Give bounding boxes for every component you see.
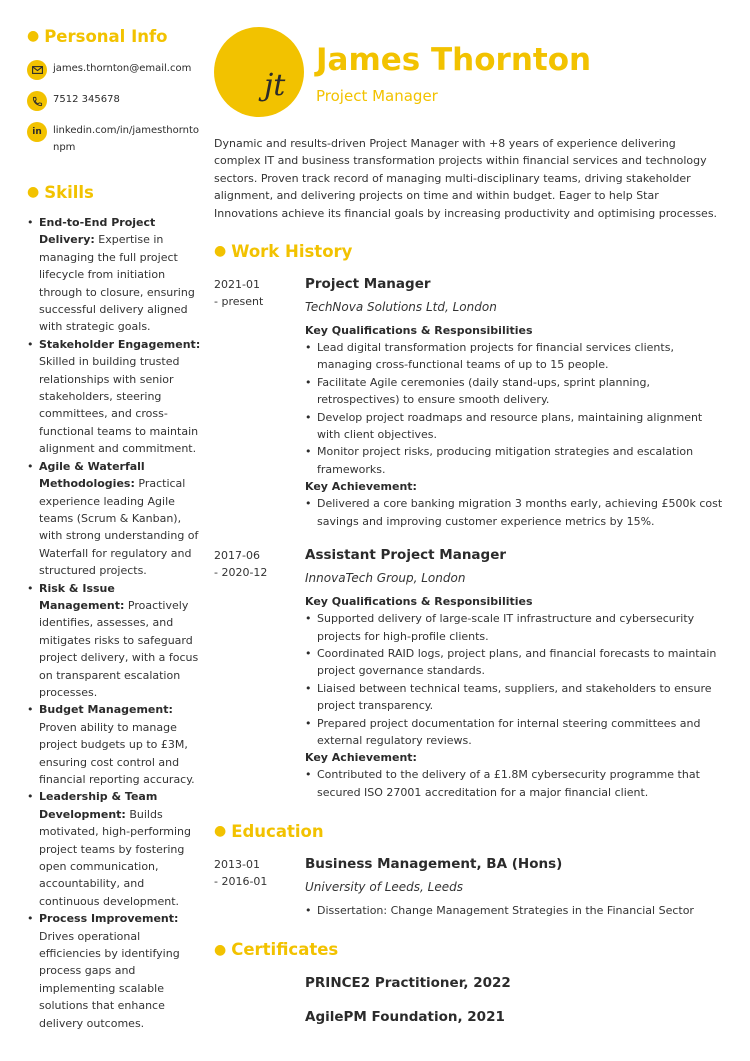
- candidate-title: Project Manager: [316, 87, 438, 105]
- list-item: • Lead digital transformation projects for financial services clients, managing cross-functional teams of up to 15 people.: [305, 339, 724, 374]
- job-entry: [214, 546, 724, 801]
- education-entry: [214, 855, 724, 919]
- school: University of Leeds, Leeds: [305, 880, 463, 895]
- list-item: • Coordinated RAID logs, project plans, and financial forecasts to maintain project governance standards.: [305, 645, 724, 680]
- contact-phone[interactable]: 7512 345678: [27, 91, 202, 111]
- job-dates: 2021-01 - present: [214, 278, 264, 309]
- list-item: • Dissertation: Change Management Strategies in the Financial Sector: [305, 902, 724, 919]
- list-item: • Liaised between technical teams, suppliers, and stakeholders to ensure project transparency.: [305, 680, 724, 715]
- certificates-heading: ● Certificates: [214, 940, 339, 960]
- skill-item: • Leadership & Team Development: Builds motivated, high-performing project teams by fostering open communication, accountability, and continuous development.: [27, 788, 202, 910]
- linkedin-icon: in: [27, 122, 47, 142]
- job-role: Project Manager: [305, 276, 431, 293]
- certificate-item: AgilePM Foundation, 2021: [305, 1008, 505, 1025]
- skill-item: • Agile & Waterfall Methodologies: Practical experience leading Agile teams (Scrum & Kanban), with strong understanding of Waterfall for regulatory and structured projects.: [27, 458, 202, 580]
- skills-heading: ● Skills: [27, 182, 94, 202]
- phone-icon: [27, 91, 47, 111]
- responsibilities-heading: Key Qualifications & Responsibilities: [305, 595, 533, 609]
- left-column: [27, 24, 202, 1032]
- job-dates: 2017-06 - 2020-12: [214, 549, 268, 580]
- achievements-list: [305, 495, 724, 530]
- contact-email[interactable]: james.thornton@email.com: [27, 60, 202, 80]
- responsibilities-list: [305, 339, 724, 478]
- skill-item: • Process Improvement: Drives operational efficiencies by identifying process gaps and implementing scalable solutions that enhance delivery outcomes.: [27, 910, 202, 1032]
- contact-linkedin[interactable]: in linkedin.com/in/jamesthornto npm: [27, 122, 202, 156]
- monogram-circle: [214, 27, 304, 117]
- monogram-initials: jt: [264, 68, 286, 103]
- list-item: • Facilitate Agile ceremonies (daily stand-ups, sprint planning, retrospectives) to ensure smooth delivery.: [305, 374, 724, 409]
- education-heading: ● Education: [214, 821, 324, 841]
- list-item: • Develop project roadmaps and resource plans, maintaining alignment with client objectives.: [305, 409, 724, 444]
- list-item: • Supported delivery of large-scale IT infrastructure and cybersecurity projects for high-profile clients.: [305, 610, 724, 645]
- job-role: Assistant Project Manager: [305, 547, 507, 564]
- education-details: [305, 902, 724, 919]
- contact-list: [27, 60, 202, 156]
- job-company: TechNova Solutions Ltd, London: [305, 300, 497, 315]
- skill-item: • Stakeholder Engagement: Skilled in building trusted relationships with senior stakeholders, steering committees, and cross-functional teams to maintain alignment and commitment.: [27, 336, 202, 458]
- certificate-item: PRINCE2 Practitioner, 2022: [305, 974, 511, 991]
- mail-icon: [27, 60, 47, 80]
- skill-item: • Risk & Issue Management: Proactively identifies, assesses, and mitigates risks to safeguard project delivery, with a focus on transparent escalation processes.: [27, 580, 202, 702]
- achievement-heading: Key Achievement:: [305, 480, 417, 494]
- skill-item: • End-to-End Project Delivery: Expertise in managing the full project lifecycle from initiation through to closure, ensuring successful delivery aligned with strategic goals.: [27, 214, 202, 336]
- list-item: • Contributed to the delivery of a £1.8M cybersecurity programme that secured ISO 27001 accreditation for a major financial client.: [305, 766, 724, 801]
- responsibilities-heading: Key Qualifications & Responsibilities: [305, 324, 533, 338]
- education-dates: 2013-01 - 2016-01: [214, 858, 268, 889]
- candidate-name: James Thornton: [316, 42, 592, 78]
- achievements-list: [305, 766, 724, 801]
- profile-summary: Dynamic and results-driven Project Manager with +8 years of experience delivering complex IT and business transformation projects within financial services and technology sectors. Proven track record of managing multi-disciplinary teams, driving stakeholder alignment, and delivering projects on time and within budget. Eager to help Star Innovations achieve its financial goals by increasing productivity and optimising processes.: [214, 137, 718, 220]
- skills-list: [27, 214, 202, 1032]
- job-company: InnovaTech Group, London: [305, 571, 466, 586]
- list-item: • Prepared project documentation for internal steering committees and external regulatory reviews.: [305, 715, 724, 750]
- personal-info-heading: ● Personal Info: [27, 26, 168, 46]
- job-entry: [214, 275, 724, 530]
- skill-item: • Budget Management: Proven ability to manage project budgets up to £3M, ensuring cost control and financial reporting accuracy.: [27, 701, 202, 788]
- list-item: • Monitor project risks, producing mitigation strategies and escalation frameworks.: [305, 443, 724, 478]
- degree: Business Management, BA (Hons): [305, 856, 563, 873]
- responsibilities-list: [305, 610, 724, 749]
- achievement-heading: Key Achievement:: [305, 751, 417, 765]
- list-item: • Delivered a core banking migration 3 months early, achieving £500k cost savings and improving customer experience metrics by 15%.: [305, 495, 724, 530]
- right-column: [214, 135, 724, 1026]
- work-history-heading: ● Work History: [214, 241, 353, 261]
